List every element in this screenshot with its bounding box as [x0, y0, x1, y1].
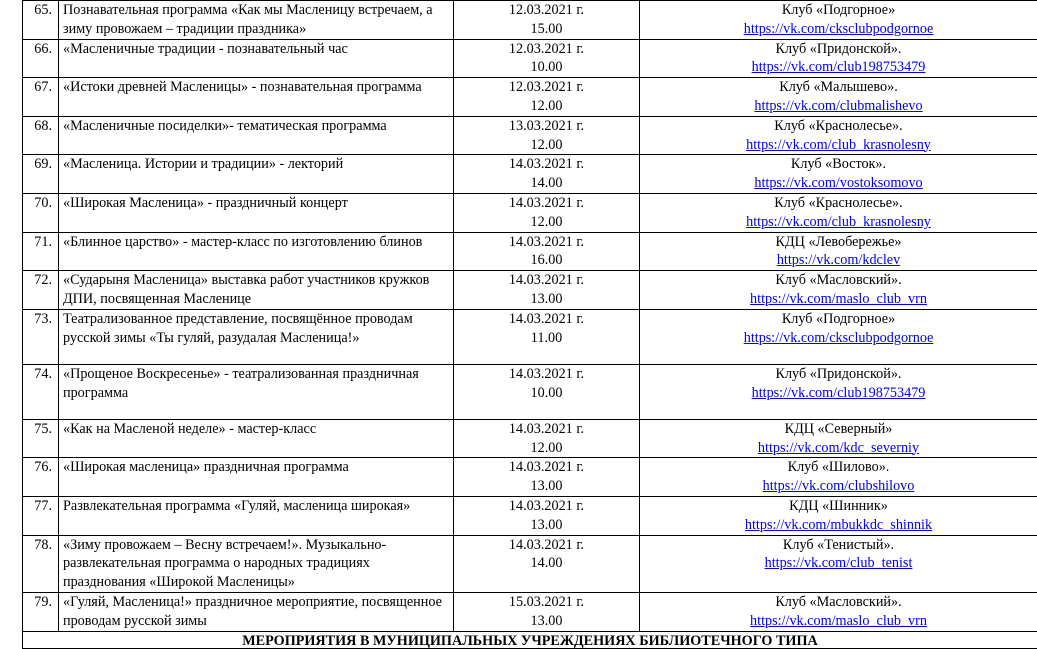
event-title — [59, 39, 454, 78]
event-datetime — [454, 419, 640, 458]
table-row — [23, 309, 1037, 364]
row-number — [23, 193, 59, 232]
table-row — [23, 39, 1037, 78]
event-date: 15.03.2021 г. — [458, 593, 635, 612]
event-title — [59, 364, 454, 419]
event-place — [640, 419, 1037, 458]
event-place — [640, 271, 1037, 310]
event-title-text: «Широкая масленица» праздничная программа — [63, 459, 349, 475]
row-number — [23, 458, 59, 497]
place-name: КДЦ «Северный» — [644, 420, 1033, 439]
section-title — [23, 631, 1037, 648]
event-title-text: «Блинное царство» - мастер-класс по изготовлению блинов — [63, 234, 422, 250]
place-link[interactable]: https://vk.com/club_krasnolesny — [746, 137, 931, 153]
event-title — [59, 116, 454, 155]
event-title — [59, 78, 454, 117]
event-time: 15.00 — [458, 20, 635, 39]
event-date: 14.03.2021 г. — [458, 497, 635, 516]
table-row — [23, 364, 1037, 419]
event-title-text: «Как на Масленой неделе» - мастер-класс — [63, 421, 316, 437]
table-row — [23, 1, 1037, 40]
place-name: Клуб «Масловский». — [644, 593, 1033, 612]
event-title-text: «Прощеное Воскресенье» - театрализованная праздничная программа — [63, 366, 419, 401]
event-time: 13.00 — [458, 477, 635, 496]
event-time: 12.00 — [458, 97, 635, 116]
event-title-text: Театрализованное представление, посвящённое проводам русской зимы «Ты гуляй, разудалая Масленица!» — [63, 311, 413, 346]
row-number — [23, 271, 59, 310]
event-title — [59, 496, 454, 535]
row-number — [23, 309, 59, 364]
event-place — [640, 309, 1037, 364]
place-link[interactable]: https://vk.com/clubmalishevo — [754, 98, 922, 114]
event-date: 14.03.2021 г. — [458, 420, 635, 439]
place-link[interactable]: https://vk.com/cksclubpodgornoe — [744, 21, 934, 37]
event-time: 14.00 — [458, 554, 635, 573]
event-place — [640, 232, 1037, 271]
event-date: 14.03.2021 г. — [458, 365, 635, 384]
row-number — [23, 496, 59, 535]
event-title-text: «Гуляй, Масленица!» праздничное мероприятие, посвященное проводам русской зимы — [63, 594, 442, 629]
event-title — [59, 232, 454, 271]
event-datetime — [454, 309, 640, 364]
event-datetime — [454, 193, 640, 232]
event-datetime — [454, 232, 640, 271]
event-datetime — [454, 271, 640, 310]
events-table — [22, 0, 1037, 649]
event-title-text: «Зиму провожаем – Весну встречаем!». Музыкально-развлекательная программа о народных традициях празднования «Широкой Масленицы» — [63, 537, 386, 591]
place-name: Клуб «Масловский». — [644, 271, 1033, 290]
event-title — [59, 309, 454, 364]
place-name: Клуб «Краснолесье». — [644, 194, 1033, 213]
event-place — [640, 116, 1037, 155]
event-time: 13.00 — [458, 516, 635, 535]
table-row — [23, 116, 1037, 155]
event-datetime — [454, 496, 640, 535]
row-number — [23, 535, 59, 592]
event-time: 12.00 — [458, 213, 635, 232]
place-name: Клуб «Придонской». — [644, 365, 1033, 384]
event-datetime — [454, 155, 640, 194]
row-number — [23, 419, 59, 458]
event-place — [640, 592, 1037, 631]
row-number-text: 68. — [34, 118, 52, 134]
event-date: 14.03.2021 г. — [458, 233, 635, 252]
event-time: 11.00 — [458, 329, 635, 348]
event-title — [59, 535, 454, 592]
event-place — [640, 535, 1037, 592]
table-row — [23, 78, 1037, 117]
place-name: Клуб «Тенистый». — [644, 536, 1033, 555]
event-title-text: Развлекательная программа «Гуляй, масленица широкая» — [63, 498, 410, 514]
row-number — [23, 78, 59, 117]
event-date: 14.03.2021 г. — [458, 194, 635, 213]
event-title-text: Познавательная программа «Как мы Масленицу встречаем, а зиму провожаем – традиции праздника» — [63, 2, 433, 37]
event-datetime — [454, 535, 640, 592]
event-time: 12.00 — [458, 439, 635, 458]
event-date: 14.03.2021 г. — [458, 458, 635, 477]
place-link[interactable]: https://vk.com/clubshilovo — [763, 478, 915, 494]
row-number-text: 71. — [34, 234, 52, 250]
table-row — [23, 271, 1037, 310]
place-name: Клуб «Шилово». — [644, 458, 1033, 477]
event-time: 16.00 — [458, 251, 635, 270]
section-header-row — [23, 631, 1037, 648]
place-link[interactable]: https://vk.com/cksclubpodgornoe — [744, 330, 934, 346]
row-number — [23, 155, 59, 194]
row-number-text: 74. — [34, 366, 52, 382]
row-number-text: 79. — [34, 594, 52, 610]
event-datetime — [454, 1, 640, 40]
place-link[interactable]: https://vk.com/club198753479 — [752, 385, 926, 401]
event-title — [59, 458, 454, 497]
event-datetime — [454, 78, 640, 117]
row-number-text: 67. — [34, 79, 52, 95]
event-title-text: «Широкая Масленица» - праздничный концерт — [63, 195, 348, 211]
event-date: 12.03.2021 г. — [458, 40, 635, 59]
table-row — [23, 155, 1037, 194]
row-number-text: 70. — [34, 195, 52, 211]
event-date: 14.03.2021 г. — [458, 271, 635, 290]
row-number — [23, 116, 59, 155]
event-title-text: «Масленичные посиделки»- тематическая программа — [63, 118, 387, 134]
table-row — [23, 458, 1037, 497]
place-link[interactable]: https://vk.com/maslo_club_vrn — [750, 291, 927, 307]
place-link[interactable]: https://vk.com/kdclev — [777, 252, 900, 268]
event-time: 10.00 — [458, 58, 635, 77]
row-number-text: 69. — [34, 156, 52, 172]
event-time: 13.00 — [458, 612, 635, 631]
place-link[interactable]: https://vk.com/club198753479 — [752, 59, 926, 75]
place-link[interactable]: https://vk.com/club_krasnolesny — [746, 214, 931, 230]
row-number-text: 66. — [34, 41, 52, 57]
place-link[interactable]: https://vk.com/maslo_club_vrn — [750, 613, 927, 629]
table-row — [23, 419, 1037, 458]
place-name: Клуб «Восток». — [644, 155, 1033, 174]
event-title-text: «Истоки древней Масленицы» - познавательная программа — [63, 79, 422, 95]
event-datetime — [454, 458, 640, 497]
event-time: 13.00 — [458, 290, 635, 309]
row-number-text: 77. — [34, 498, 52, 514]
event-place — [640, 155, 1037, 194]
event-datetime — [454, 116, 640, 155]
row-number-text: 73. — [34, 311, 52, 327]
event-date: 14.03.2021 г. — [458, 155, 635, 174]
row-number — [23, 39, 59, 78]
table-row — [23, 535, 1037, 592]
row-number — [23, 592, 59, 631]
event-date: 14.03.2021 г. — [458, 536, 635, 555]
event-title — [59, 1, 454, 40]
row-number — [23, 232, 59, 271]
section-title-text: МЕРОПРИЯТИЯ В МУНИЦИПАЛЬНЫХ УЧРЕЖДЕНИЯХ БИБЛИОТЕЧНОГО ТИПА — [242, 633, 818, 648]
event-title-text: «Масленица. Истории и традиции» - лекторий — [63, 156, 343, 172]
row-number-text: 72. — [34, 272, 52, 288]
event-place — [640, 1, 1037, 40]
event-place — [640, 458, 1037, 497]
event-title — [59, 271, 454, 310]
row-number-text: 75. — [34, 421, 52, 437]
row-number-text: 65. — [34, 2, 52, 18]
table-row — [23, 496, 1037, 535]
place-link[interactable]: https://vk.com/club_tenist — [765, 555, 913, 571]
event-title — [59, 155, 454, 194]
row-number-text: 78. — [34, 537, 52, 553]
place-name: Клуб «Придонской». — [644, 40, 1033, 59]
event-datetime — [454, 592, 640, 631]
event-title — [59, 193, 454, 232]
event-place — [640, 364, 1037, 419]
event-place — [640, 39, 1037, 78]
event-place — [640, 78, 1037, 117]
event-title — [59, 592, 454, 631]
events-table-body — [23, 1, 1037, 649]
place-name: Клуб «Краснолесье». — [644, 117, 1033, 136]
place-link[interactable]: https://vk.com/vostoksomovo — [754, 175, 922, 191]
event-time: 14.00 — [458, 174, 635, 193]
event-date: 12.03.2021 г. — [458, 1, 635, 20]
place-name: Клуб «Подгорное» — [644, 310, 1033, 329]
event-date: 13.03.2021 г. — [458, 117, 635, 136]
event-date: 12.03.2021 г. — [458, 78, 635, 97]
event-place — [640, 496, 1037, 535]
table-row — [23, 592, 1037, 631]
event-date: 14.03.2021 г. — [458, 310, 635, 329]
event-datetime — [454, 39, 640, 78]
place-link[interactable]: https://vk.com/mbukkdc_shinnik — [745, 517, 932, 533]
row-number — [23, 364, 59, 419]
place-name: КДЦ «Левобережье» — [644, 233, 1033, 252]
event-datetime — [454, 364, 640, 419]
place-link[interactable]: https://vk.com/kdc_severniy — [758, 440, 919, 456]
table-row — [23, 232, 1037, 271]
event-title-text: «Сударыня Масленица» выставка работ участников кружков ДПИ, посвященная Масленице — [63, 272, 429, 307]
row-number-text: 76. — [34, 459, 52, 475]
place-name: Клуб «Малышево». — [644, 78, 1033, 97]
place-name: Клуб «Подгорное» — [644, 1, 1033, 20]
event-place — [640, 193, 1037, 232]
event-title-text: «Масленичные традиции - познавательный час — [63, 41, 348, 57]
place-name: КДЦ «Шинник» — [644, 497, 1033, 516]
event-time: 12.00 — [458, 136, 635, 155]
row-number — [23, 1, 59, 40]
event-title — [59, 419, 454, 458]
event-time: 10.00 — [458, 384, 635, 403]
table-row — [23, 193, 1037, 232]
